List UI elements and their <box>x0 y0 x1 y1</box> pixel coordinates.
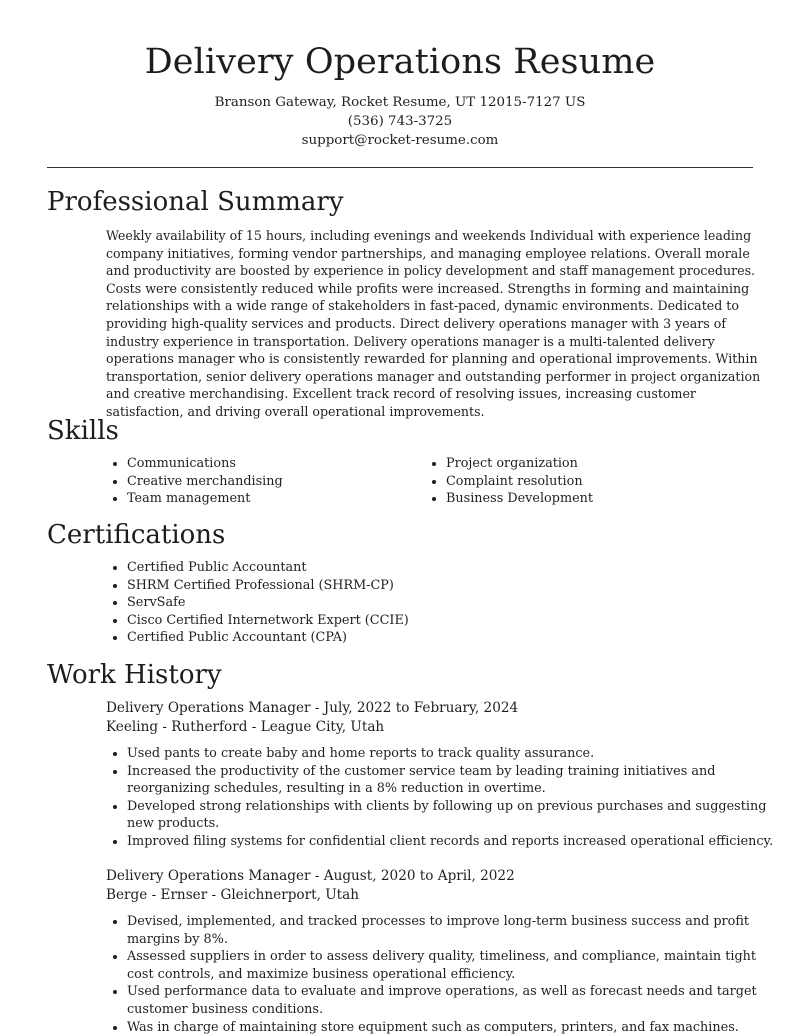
list-item: • SHRM Certified Professional (SHRM-CP) <box>127 577 767 595</box>
job-title: Delivery Operations Manager <box>106 700 311 716</box>
job-location: League City, Utah <box>260 719 385 735</box>
job-location: Gleichnerport, Utah <box>220 887 360 903</box>
list-item: • Was in charge of maintaining store equipment such as computers, printers, and fax machines. <box>127 1019 777 1036</box>
skills-heading: Skills <box>47 416 119 446</box>
list-item: • Certified Public Accountant (CPA) <box>127 629 767 647</box>
list-item: • Business Development <box>446 490 766 508</box>
job-company: Keeling - Rutherford <box>106 719 248 735</box>
list-item: • Increased the productivity of the customer service team by leading training initiatives and reorganizing schedules, resulting in a 8% reduction in overtime. <box>127 763 777 798</box>
certifications-list <box>106 559 767 647</box>
certifications-heading: Certifications <box>47 520 226 550</box>
list-item: • Used performance data to evaluate and improve operations, as well as forecast needs and target customer business conditions. <box>127 983 777 1018</box>
list-item: • Certified Public Accountant <box>127 559 767 577</box>
job-bullets <box>106 913 777 1036</box>
list-item: • Complaint resolution <box>446 473 766 491</box>
list-item: • Developed strong relationships with clients by following up on previous purchases and suggesting new products. <box>127 798 777 833</box>
job-title-line: Delivery Operations Manager - July, 2022 to February, 2024 <box>106 700 519 716</box>
summary-text: Weekly availability of 15 hours, including evenings and weekends Individual with experience leading company initiatives, forming vendor partnerships, and managing employee relations. Overall morale and productivity are boosted by experience in policy development and staff management procedures. Costs were consistently reduced while profits were increased. Strengths in forming and maintaining relationships with a wide range of stakeholders in fast-paced, dynamic environments. Dedicated to providing high-quality services and products. Direct delivery operations manager with 3 years of industry experience in transportation. Delivery operations manager is a multi-talented delivery operations manager who is consistently rewarded for planning and operational improvements. Within transportation, senior delivery operations manager and outstanding performer in project organization and creative merchandising. Excellent track record of resolving issues, increasing customer satisfaction, and driving overall operational improvements. <box>106 228 761 419</box>
job-dates: August, 2020 to April, 2022 <box>323 868 515 884</box>
header-divider <box>47 167 753 168</box>
list-item: • Cisco Certified Internetwork Expert (CCIE) <box>127 612 767 630</box>
job-title: Delivery Operations Manager <box>106 868 311 884</box>
job-company-line: Keeling - Rutherford - League City, Utah <box>106 719 385 735</box>
contact-email: support@rocket-resume.com <box>301 133 499 148</box>
job-dates: July, 2022 to February, 2024 <box>323 700 519 716</box>
job-company: Berge - Ernser <box>106 887 208 903</box>
contact-address: Branson Gateway, Rocket Resume, UT 12015-7127 US <box>214 95 586 110</box>
contact-phone: (536) 743-3725 <box>347 114 453 129</box>
skills-list-left <box>106 455 417 508</box>
job-title-line: Delivery Operations Manager - August, 2020 to April, 2022 <box>106 868 515 884</box>
list-item: • Used pants to create baby and home reports to track quality assurance. <box>127 745 777 763</box>
list-item: • Project organization <box>446 455 766 473</box>
skills-list-right <box>425 455 766 508</box>
list-item: • Communications <box>127 455 417 473</box>
list-item: • Team management <box>127 490 417 508</box>
summary-heading: Professional Summary <box>47 187 344 217</box>
list-item: • Improved filing systems for confidential client records and reports increased operational efficiency. <box>127 833 777 851</box>
resume-title: Delivery Operations Resume <box>144 42 656 82</box>
list-item: • Creative merchandising <box>127 473 417 491</box>
job-company-line: Berge - Ernser - Gleichnerport, Utah <box>106 887 360 903</box>
work-history-heading: Work History <box>47 660 222 690</box>
list-item: • ServSafe <box>127 594 767 612</box>
job-bullets <box>106 745 777 851</box>
list-item: • Devised, implemented, and tracked processes to improve long-term business success and profit margins by 8%. <box>127 913 777 948</box>
list-item: • Assessed suppliers in order to assess delivery quality, timeliness, and compliance, maintain tight cost controls, and maximize business operational efficiency. <box>127 948 777 983</box>
